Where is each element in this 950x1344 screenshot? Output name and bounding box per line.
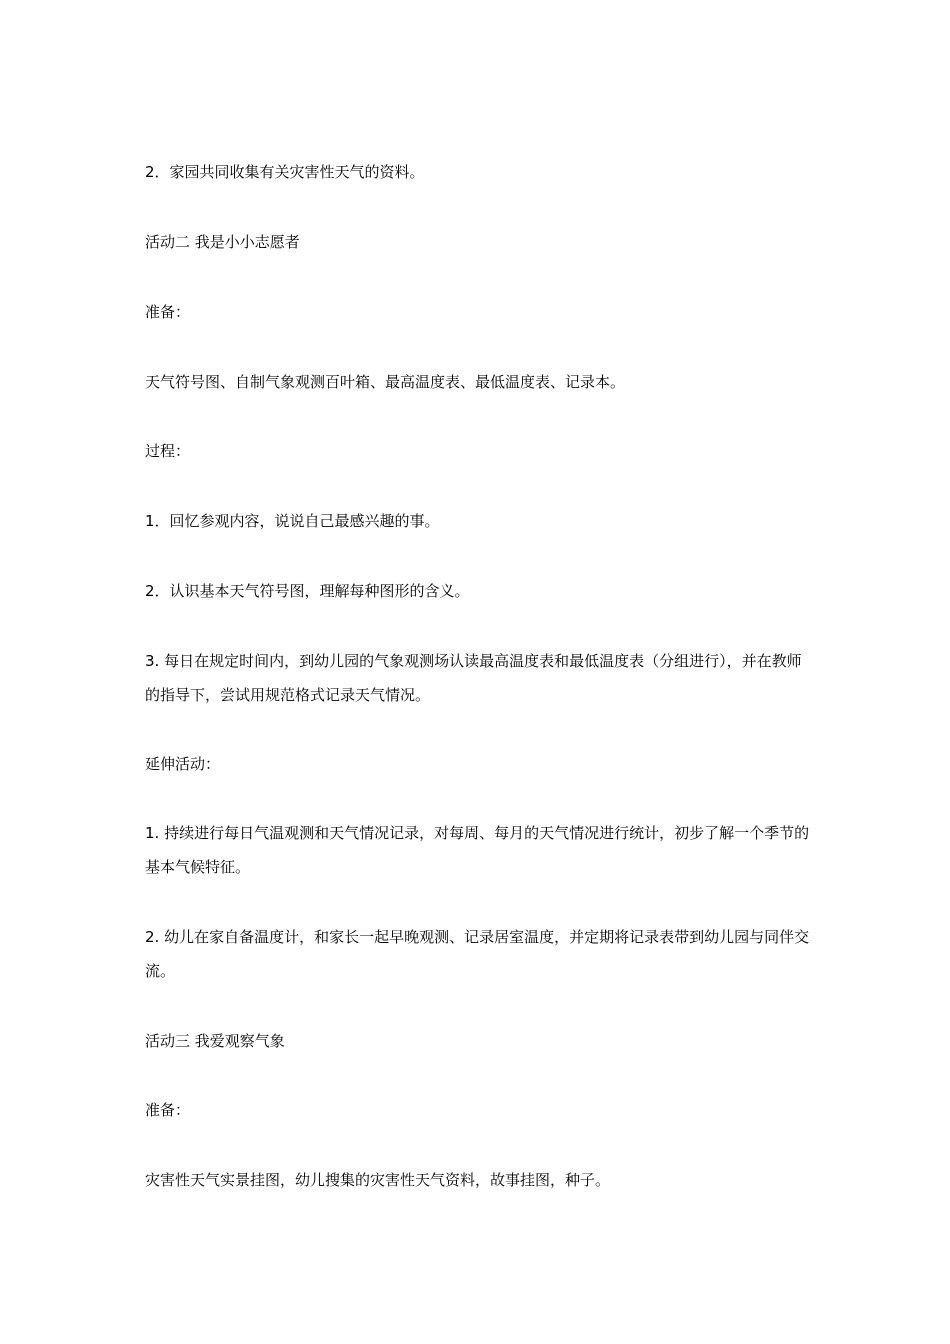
- process-step-2: 2．认识基本天气符号图，理解每种图形的含义。: [145, 582, 470, 600]
- label-preparation: 准备：: [145, 303, 191, 321]
- label-preparation-2: 准备：: [145, 1101, 191, 1119]
- label-extension-activity: 延伸活动：: [145, 755, 221, 773]
- label-process: 过程：: [145, 442, 191, 460]
- heading-activity-three: 活动三 我爱观察气象: [145, 1032, 285, 1050]
- paragraph-materials-list-2: 灾害性天气实景挂图，幼儿搜集的灾害性天气资料，故事挂图，种子。: [145, 1171, 611, 1189]
- extension-step-1: 1. 持续进行每日气温观测和天气情况记录，对每周、每月的天气情况进行统计，初步了解一个季节的基本气候特征。: [145, 824, 810, 876]
- extension-step-2: 2. 幼儿在家自备温度计，和家长一起早晚观测、记录居室温度，并定期将记录表带到幼儿园与同伴交流。: [145, 928, 810, 980]
- heading-activity-two: 活动二 我是小小志愿者: [145, 233, 300, 251]
- process-step-1: 1．回忆参观内容，说说自己最感兴趣的事。: [145, 512, 440, 530]
- paragraph-materials-list: 天气符号图、自制气象观测百叶箱、最高温度表、最低温度表、记录本。: [145, 373, 626, 391]
- paragraph-family-collect-materials: 2．家园共同收集有关灾害性天气的资料。: [145, 163, 425, 181]
- process-step-3: 3. 每日在规定时间内，到幼儿园的气象观测场认读最高温度表和最低温度表（分组进行），并在教师的指导下，尝试用规范格式记录天气情况。: [145, 652, 802, 704]
